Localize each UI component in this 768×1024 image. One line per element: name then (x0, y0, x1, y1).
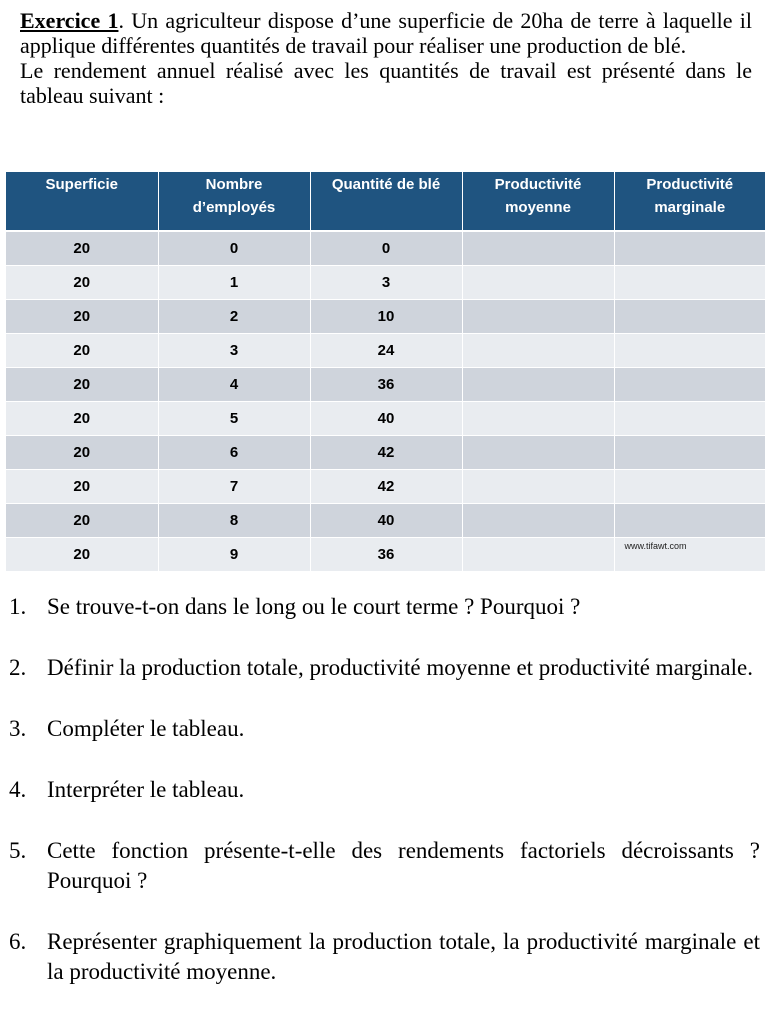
cell-quantite: 42 (310, 470, 462, 504)
table-row (6, 538, 765, 572)
cell-superficie: 20 (6, 334, 158, 368)
cell-employes: 6 (158, 436, 310, 470)
cell-productivite-marginale (614, 300, 765, 334)
cell-employes: 8 (158, 504, 310, 538)
cell-productivite-moyenne (462, 300, 614, 334)
cell-employes: 3 (158, 334, 310, 368)
cell-productivite-marginale (614, 402, 765, 436)
cell-employes: 7 (158, 470, 310, 504)
table-row (6, 402, 765, 436)
question-number: 3. (9, 716, 27, 741)
cell-employes: 1 (158, 266, 310, 300)
cell-superficie: 20 (6, 231, 158, 266)
header-nombre-employes: Nombre d’employés (158, 172, 310, 231)
header-productivite-marginale: Productivité marginale (614, 172, 765, 231)
cell-productivite-moyenne (462, 538, 614, 572)
cell-productivite-moyenne (462, 504, 614, 538)
cell-quantite: 0 (310, 231, 462, 266)
question-text: Interpréter le tableau. (47, 777, 245, 802)
table-row (6, 300, 765, 334)
table-row (6, 368, 765, 402)
cell-productivite-marginale (614, 436, 765, 470)
cell-superficie: 20 (6, 368, 158, 402)
cell-superficie: 20 (6, 300, 158, 334)
cell-productivite-moyenne (462, 436, 614, 470)
table-row (6, 231, 765, 266)
question-text: Se trouve-t-on dans le long ou le court terme ? Pourquoi ? (47, 594, 581, 619)
cell-productivite-marginale (614, 231, 765, 266)
question-item (0, 592, 768, 622)
question-list (0, 592, 768, 1018)
question-text: Compléter le tableau. (47, 716, 245, 741)
exercise-paragraph-1 (20, 8, 752, 58)
cell-employes: 0 (158, 231, 310, 266)
cell-employes: 2 (158, 300, 310, 334)
cell-quantite: 40 (310, 402, 462, 436)
table-row (6, 266, 765, 300)
cell-superficie: 20 (6, 402, 158, 436)
cell-quantite: 42 (310, 436, 462, 470)
cell-superficie: 20 (6, 436, 158, 470)
cell-productivite-marginale (614, 504, 765, 538)
cell-quantite: 3 (310, 266, 462, 300)
cell-quantite: 36 (310, 538, 462, 572)
cell-superficie: 20 (6, 504, 158, 538)
question-item (0, 653, 768, 683)
cell-productivite-marginale (614, 368, 765, 402)
cell-employes: 5 (158, 402, 310, 436)
question-number: 2. (9, 655, 27, 680)
cell-employes: 9 (158, 538, 310, 572)
question-text: Définir la production totale, productivité moyenne et productivité marginale. (47, 655, 753, 680)
exercise-paragraph-2: Le rendement annuel réalisé avec les quantités de travail est présenté dans le tableau suivant : (20, 58, 752, 108)
cell-productivite-moyenne (462, 470, 614, 504)
question-item (0, 927, 768, 987)
cell-quantite: 36 (310, 368, 462, 402)
production-table-container (6, 172, 765, 572)
cell-employes: 4 (158, 368, 310, 402)
cell-productivite-marginale (614, 538, 765, 572)
question-text: Représenter graphiquement la production totale, la productivité marginale et la productivité moyenne. (47, 929, 760, 984)
cell-productivite-moyenne (462, 402, 614, 436)
cell-productivite-marginale (614, 470, 765, 504)
table-row (6, 470, 765, 504)
question-item (0, 714, 768, 744)
cell-superficie: 20 (6, 266, 158, 300)
cell-productivite-moyenne (462, 334, 614, 368)
question-number: 5. (9, 838, 27, 863)
cell-productivite-moyenne (462, 231, 614, 266)
question-number: 4. (9, 777, 27, 802)
question-number: 1. (9, 594, 27, 619)
question-text: Cette fonction présente-t-elle des rendements factoriels décroissants ? Pourquoi ? (47, 838, 760, 893)
cell-productivite-marginale (614, 334, 765, 368)
question-item (0, 775, 768, 805)
table-header-row (6, 172, 765, 231)
header-productivite-moyenne: Productivité moyenne (462, 172, 614, 231)
question-item (0, 836, 768, 896)
header-superficie: Superficie (6, 172, 158, 231)
watermark-text: www.tifawt.com (624, 541, 687, 551)
cell-quantite: 40 (310, 504, 462, 538)
table-row (6, 504, 765, 538)
exercise-intro (20, 8, 752, 108)
cell-productivite-marginale (614, 266, 765, 300)
cell-superficie: 20 (6, 470, 158, 504)
header-quantite-ble: Quantité de blé (310, 172, 462, 231)
table-row (6, 334, 765, 368)
table-row (6, 436, 765, 470)
exercise-title: Exercice 1 (20, 8, 119, 33)
question-number: 6. (9, 929, 27, 954)
production-table (6, 172, 765, 572)
cell-superficie: 20 (6, 538, 158, 572)
cell-productivite-moyenne (462, 266, 614, 300)
cell-productivite-moyenne (462, 368, 614, 402)
exercise-intro-text: . Un agriculteur dispose d’une superficie de 20ha de terre à laquelle il applique différentes quantités de travail pour réaliser une production de blé. (20, 8, 752, 58)
cell-quantite: 24 (310, 334, 462, 368)
cell-quantite: 10 (310, 300, 462, 334)
